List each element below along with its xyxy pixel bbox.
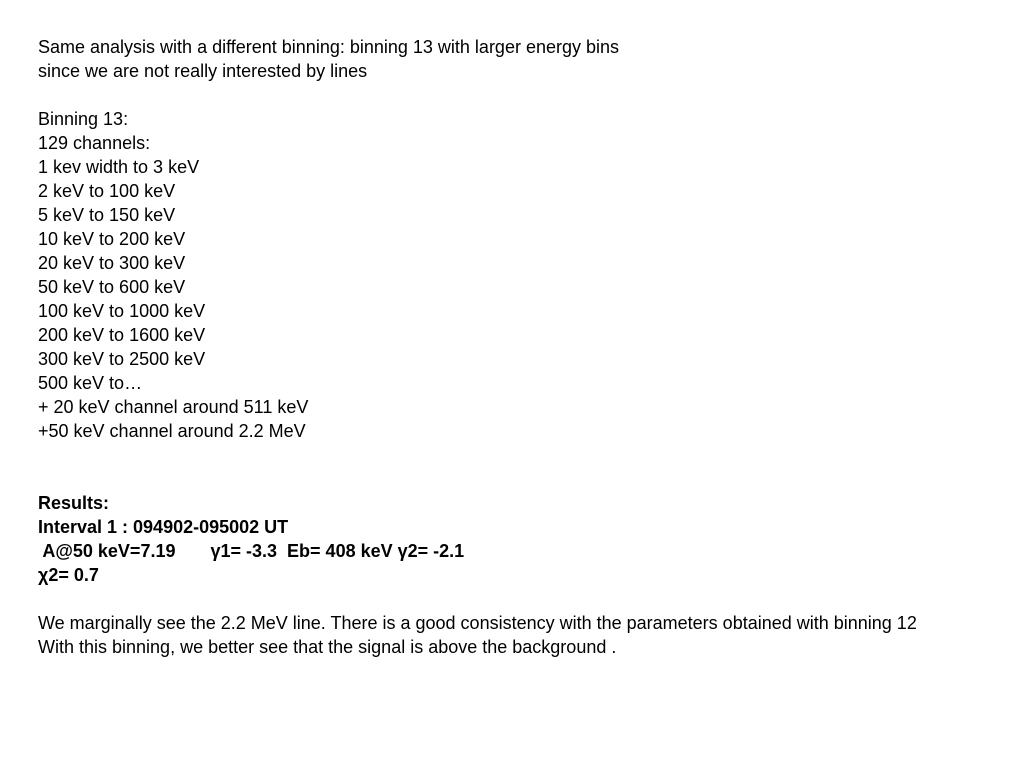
binning-item: 50 keV to 600 keV [38, 277, 186, 297]
binning-item: 1 kev width to 3 keV [38, 157, 200, 177]
binning-title: Binning 13: [38, 109, 129, 129]
binning-item: 200 keV to 1600 keV [38, 325, 206, 345]
slide-body [38, 35, 998, 659]
spacer [38, 587, 998, 611]
results-title: Results: [38, 493, 110, 513]
binning-channels: 129 channels: [38, 133, 151, 153]
binning-item: 10 keV to 200 keV [38, 229, 186, 249]
binning-item: 300 keV to 2500 keV [38, 349, 206, 369]
results-params: A@50 keV=7.19 γ1= -3.3 Eb= 408 keV γ2= -2.1 [38, 541, 465, 561]
intro-line-1: Same analysis with a different binning: binning 13 with larger energy bins [38, 37, 620, 57]
conclusion-line-1: We marginally see the 2.2 MeV line. There is a good consistency with the parameters obtained with binning 12 [38, 613, 917, 633]
binning-item: + 20 keV channel around 511 keV [38, 397, 309, 417]
binning-item: 100 keV to 1000 keV [38, 301, 206, 321]
binning-item: 500 keV to… [38, 373, 143, 393]
binning-item: 2 keV to 100 keV [38, 181, 176, 201]
binning-item: +50 keV channel around 2.2 MeV [38, 421, 306, 441]
spacer [38, 443, 998, 491]
results-chi2: χ2= 0.7 [38, 565, 99, 585]
conclusion-line-2: With this binning, we better see that the signal is above the background . [38, 637, 617, 657]
intro-line-2: since we are not really interested by lines [38, 61, 368, 81]
binning-item: 20 keV to 300 keV [38, 253, 186, 273]
results-interval: Interval 1 : 094902-095002 UT [38, 517, 289, 537]
binning-item: 5 keV to 150 keV [38, 205, 176, 225]
spacer [38, 83, 998, 107]
